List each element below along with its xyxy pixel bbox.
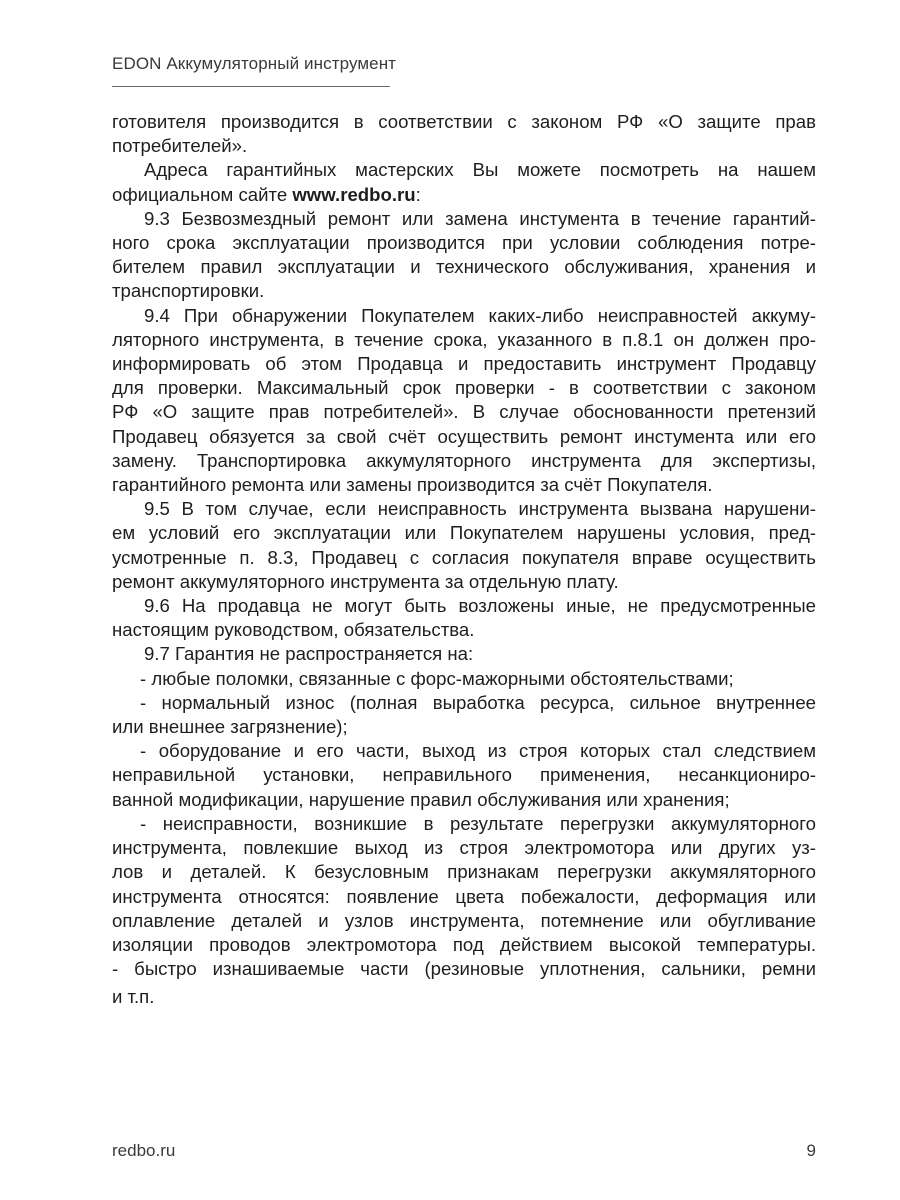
text-line: потребителей». xyxy=(112,135,248,157)
footer-site: redbo.ru xyxy=(112,1141,176,1160)
text-line: оплавление деталей и узлов инструмента, потемнение или обугливание xyxy=(112,909,816,931)
clause-9-3: 9.3 Безвозмездный ремонт или замена инстумента в течение гарантий- xyxy=(144,207,816,229)
text-fragment: официальном сайте xyxy=(112,183,293,205)
list-item: - оборудование и его части, выход из строя которых стал следствием xyxy=(140,740,816,762)
text-line: для проверки. Максимальный срок проверки - в соответствии с законом xyxy=(112,377,816,399)
text-line: ного срока эксплуатации производится при условии соблюдения потре- xyxy=(112,232,816,254)
text-line: лов и деталей. К безусловным признакам перегрузки аккумяляторного xyxy=(112,861,816,883)
page-header xyxy=(112,54,397,87)
document-body xyxy=(112,110,816,1010)
text-line: инструмента, повлекшие выход из строя электромотора или других уз- xyxy=(112,837,816,859)
list-item: - нормальный износ (полная выработка ресурса, сильное внутреннее xyxy=(140,691,816,713)
list-item: - быстро изнашиваемые части (резиновые уплотнения, сальники, ремни xyxy=(112,958,816,980)
text-line: настоящим руководством, обязательства. xyxy=(112,619,475,641)
text-line: ляторного инструмента, в течение срока, указанного в п.8.1 он должен про- xyxy=(112,328,816,350)
text-line: замену. Транспортировка аккумуляторного инструмента для экспертизы, xyxy=(112,449,816,471)
header-rule xyxy=(112,86,390,87)
text-line: гарантийного ремонта или замены производится за счёт Покупателя. xyxy=(112,474,713,496)
text-line: и т.п. xyxy=(112,986,155,1008)
clause-9-7: 9.7 Гарантия не распространяется на: xyxy=(144,643,474,665)
text-line: ремонт аккумуляторного инструмента за отдельную плату. xyxy=(112,570,619,592)
website-link[interactable]: www.redbo.ru xyxy=(292,183,416,205)
text-line: готовителя производится в соответствии с законом РФ «О защите прав xyxy=(112,111,816,132)
clause-9-6: 9.6 На продавца не могут быть возложены иные, не предусмотренные xyxy=(144,595,816,617)
text-line: РФ «О защите прав потребителей». В случае обоснованности претензий xyxy=(112,401,816,423)
text-line: изоляции проводов электромотора под действием высокой температуры. xyxy=(112,933,816,955)
text-line: усмотренные п. 8.3, Продавец с согласия покупателя вправе осуществить xyxy=(112,546,816,568)
header-title: EDON Аккумуляторный инструмент xyxy=(112,54,397,73)
text-line: инструмента относятся: появление цвета побежалости, деформация или xyxy=(112,885,816,907)
text-line: ванной модификации, нарушение правил обслуживания или хранения; xyxy=(112,788,730,810)
list-item: - неисправности, возникшие в результате перегрузки аккумуляторного xyxy=(140,812,816,834)
text-line: неправильной установки, неправильного применения, несанкциониро- xyxy=(112,764,816,786)
text-line: Продавец обязуется за свой счёт осуществить ремонт инстумента или его xyxy=(112,425,816,447)
text-fragment: : xyxy=(415,183,421,205)
text-line: Адреса гарантийных мастерских Вы можете посмотреть на нашем xyxy=(144,159,816,181)
text-line: или внешнее загрязнение); xyxy=(112,716,348,738)
clause-9-4: 9.4 При обнаружении Покупателем каких-либо неисправностей аккуму- xyxy=(144,304,816,326)
list-item: - любые поломки, связанные с форс-мажорными обстоятельствами; xyxy=(140,667,734,689)
page-number: 9 xyxy=(806,1141,816,1160)
clause-9-5: 9.5 В том случае, если неисправность инструмента вызвана нарушени- xyxy=(144,498,816,520)
text-line: ем условий его эксплуатации или Покупателем нарушены условия, пред- xyxy=(112,522,816,544)
text-line: транспортировки. xyxy=(112,280,265,302)
website-line xyxy=(112,183,816,207)
text-line: информировать об этом Продавца и предоставить инструмент Продавцу xyxy=(112,353,816,375)
text-line: бителем правил эксплуатации и технического обслуживания, хранения и xyxy=(112,256,816,278)
